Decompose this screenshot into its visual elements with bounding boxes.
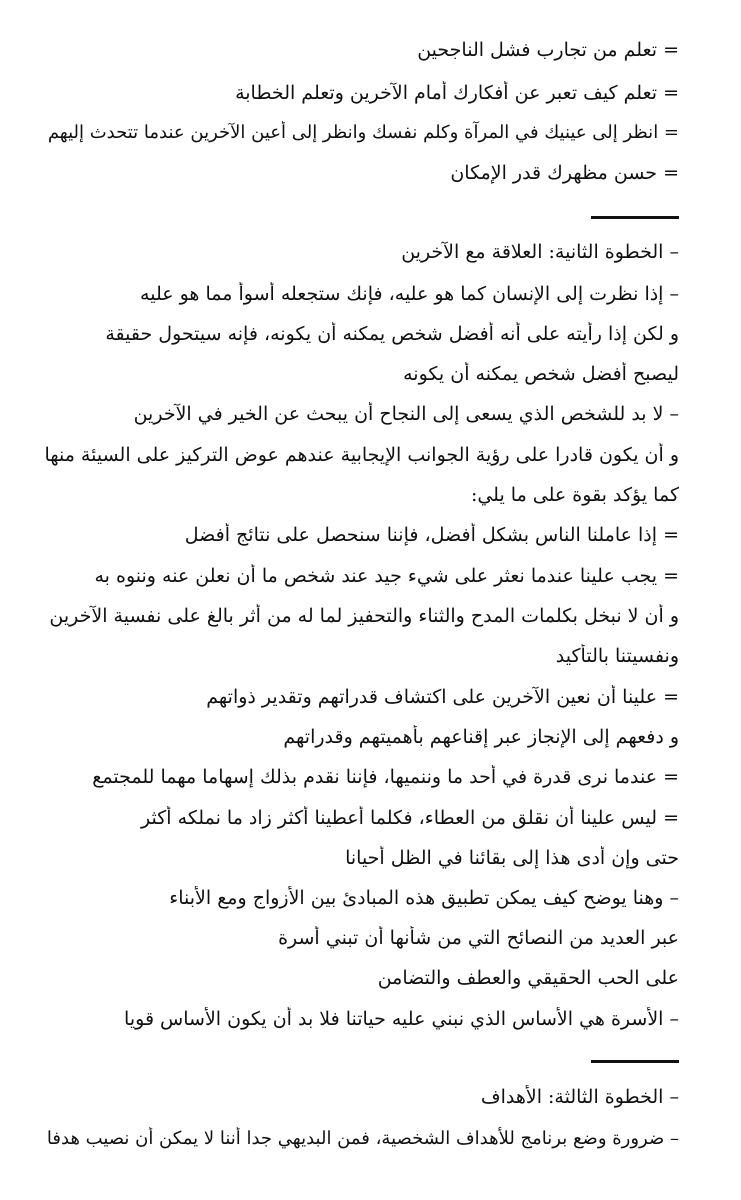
text-line: و لكن إذا رأيته على أنه أفضل شخص يمكنه أن يكونه، فإنه سيتحول حقيقة — [105, 323, 679, 345]
text-line: – الأسرة هي الأساس الذي نبني عليه حياتنا فلا بد أن يكون الأساس قويا — [124, 1008, 679, 1030]
text-line: على الحب الحقيقي والعطف والتضامن — [377, 967, 679, 989]
text-line: = تعلم كيف تعبر عن أفكارك أمام الآخرين وتعلم الخطابة — [235, 82, 679, 104]
text-line: = تعلم من تجارب فشل الناجحين — [417, 39, 679, 61]
text-line: = إذا عاملنا الناس بشكل أفضل، فإننا سنحصل على نتائج أفضل — [184, 524, 679, 546]
text-line: = يجب علينا عندما نعثر على شيء جيد عند شخص ما أن نعلن عنه وننوه به — [94, 565, 679, 587]
text-line: – لا بد للشخص الذي يسعى إلى النجاح أن يبحث عن الخير في الآخرين — [133, 403, 679, 425]
text-line: و أن يكون قادرا على رؤية الجوانب الإيجابية عندهم عوض التركيز على السيئة منها — [44, 444, 679, 466]
text-line: حتى وإن أدى هذا إلى بقائنا في الظل أحيانا — [345, 847, 679, 869]
text-line: – ضرورة وضع برنامج للأهداف الشخصية، فمن البديهي جدا أننا لا يمكن أن نصيب هدفا — [46, 1128, 679, 1149]
text-line: عبر العديد من النصائح التي من شأنها أن تبني أسرة — [278, 927, 679, 949]
text-line: = ليس علينا أن نقلق من العطاء، فكلما أعطينا أكثر زاد ما نملكه أكثر — [141, 807, 679, 829]
text-line: = انظر إلى عينيك في المرآة وكلم نفسك وانظر إلى أعين الآخرين عندما تتحدث إليهم — [47, 122, 679, 143]
section-heading: – الخطوة الثالثة: الأهداف — [480, 1086, 679, 1108]
text-line: = عندما نرى قدرة في أحد ما وننميها، فإننا نقدم بذلك إسهاما مهما للمجتمع — [92, 766, 679, 788]
section-divider — [591, 1060, 679, 1063]
section-heading: – الخطوة الثانية: العلاقة مع الآخرين — [401, 241, 679, 263]
text-line: ليصبح أفضل شخص يمكنه أن يكونه — [403, 363, 679, 385]
section-divider — [591, 216, 679, 219]
text-line: و دفعهم إلى الإنجاز عبر إقناعهم بأهميتهم وقدراتهم — [283, 726, 679, 748]
text-line: – وهنا يوضح كيف يمكن تطبيق هذه المبادئ بين الأزواج ومع الأبناء — [169, 887, 679, 909]
text-line: كما يؤكد بقوة على ما يلي: — [470, 484, 679, 506]
text-line: – إذا نظرت إلى الإنسان كما هو عليه، فإنك ستجعله أسوأ مما هو عليه — [140, 283, 679, 305]
text-line: و أن لا نبخل بكلمات المدح والثناء والتحفيز لما له من أثر بالغ على نفسية الآخرين — [49, 605, 679, 627]
text-line: = حسن مظهرك قدر الإمكان — [450, 162, 679, 184]
text-line: = علينا أن نعين الآخرين على اكتشاف قدراتهم وتقدير ذواتهم — [206, 686, 679, 708]
text-line: ونفسيتنا بالتأكيد — [555, 645, 679, 667]
